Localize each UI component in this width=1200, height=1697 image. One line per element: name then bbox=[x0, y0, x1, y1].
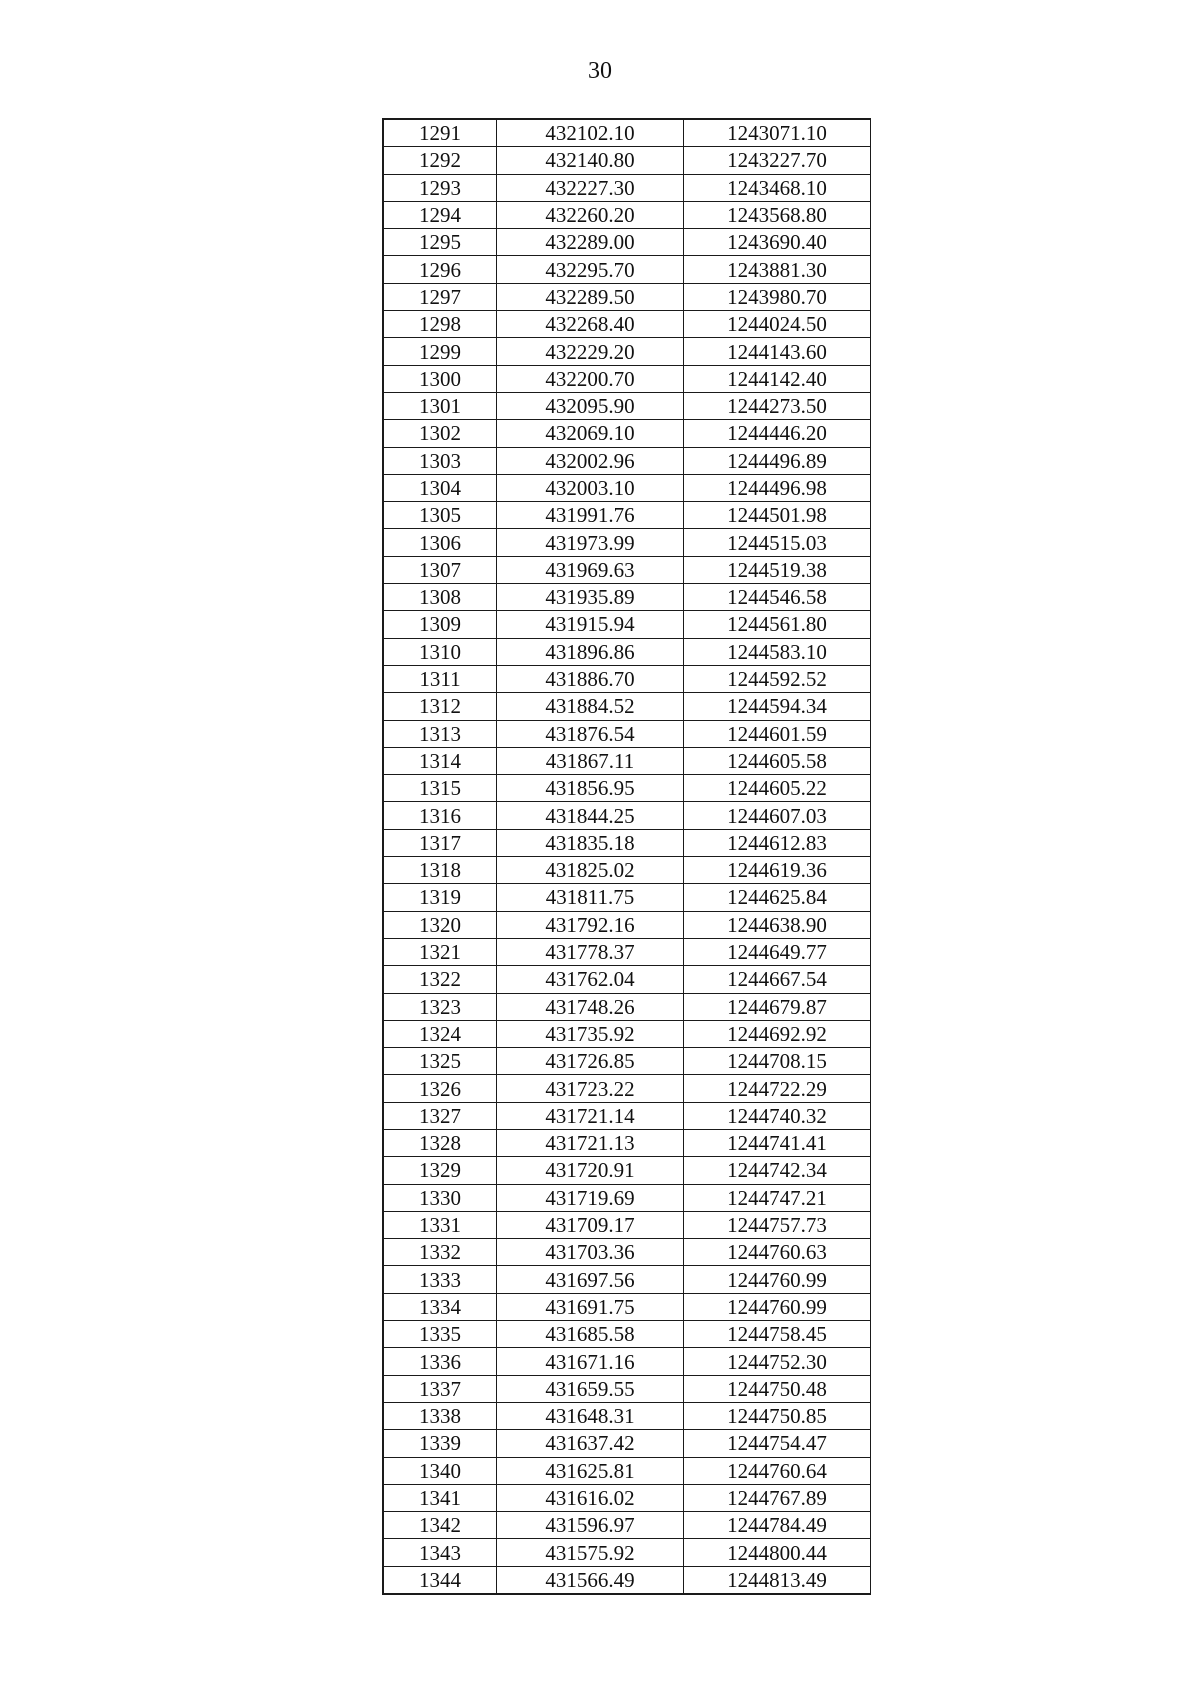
y-coordinate-cell: 1244605.22 bbox=[684, 775, 871, 802]
table-row bbox=[383, 1457, 871, 1484]
point-number-cell: 1332 bbox=[383, 1239, 497, 1266]
y-coordinate-cell: 1243071.10 bbox=[684, 119, 871, 147]
table-row bbox=[383, 119, 871, 147]
point-number-cell: 1295 bbox=[383, 229, 497, 256]
point-number-cell: 1316 bbox=[383, 802, 497, 829]
table-row bbox=[383, 420, 871, 447]
y-coordinate-cell: 1244692.92 bbox=[684, 1020, 871, 1047]
x-coordinate-cell: 432268.40 bbox=[497, 311, 684, 338]
point-number-cell: 1334 bbox=[383, 1293, 497, 1320]
x-coordinate-cell: 432229.20 bbox=[497, 338, 684, 365]
point-number-cell: 1344 bbox=[383, 1566, 497, 1594]
x-coordinate-cell: 431969.63 bbox=[497, 556, 684, 583]
table-row bbox=[383, 256, 871, 283]
x-coordinate-cell: 431721.13 bbox=[497, 1129, 684, 1156]
y-coordinate-cell: 1244741.41 bbox=[684, 1129, 871, 1156]
table-row bbox=[383, 1539, 871, 1566]
point-number-cell: 1308 bbox=[383, 584, 497, 611]
x-coordinate-cell: 431723.22 bbox=[497, 1075, 684, 1102]
x-coordinate-cell: 431575.92 bbox=[497, 1539, 684, 1566]
point-number-cell: 1296 bbox=[383, 256, 497, 283]
y-coordinate-cell: 1244024.50 bbox=[684, 311, 871, 338]
table-row bbox=[383, 147, 871, 174]
point-number-cell: 1304 bbox=[383, 474, 497, 501]
x-coordinate-cell: 431625.81 bbox=[497, 1457, 684, 1484]
x-coordinate-cell: 432200.70 bbox=[497, 365, 684, 392]
table-row bbox=[383, 229, 871, 256]
table-row bbox=[383, 1484, 871, 1511]
x-coordinate-cell: 431720.91 bbox=[497, 1157, 684, 1184]
table-row bbox=[383, 857, 871, 884]
y-coordinate-cell: 1244750.85 bbox=[684, 1402, 871, 1429]
x-coordinate-cell: 431876.54 bbox=[497, 720, 684, 747]
point-number-cell: 1337 bbox=[383, 1375, 497, 1402]
x-coordinate-cell: 432095.90 bbox=[497, 392, 684, 419]
point-number-cell: 1315 bbox=[383, 775, 497, 802]
y-coordinate-cell: 1244767.89 bbox=[684, 1484, 871, 1511]
table-row bbox=[383, 884, 871, 911]
x-coordinate-cell: 432260.20 bbox=[497, 201, 684, 228]
point-number-cell: 1292 bbox=[383, 147, 497, 174]
coordinate-table-body bbox=[383, 119, 871, 1594]
table-row bbox=[383, 174, 871, 201]
y-coordinate-cell: 1244740.32 bbox=[684, 1102, 871, 1129]
point-number-cell: 1303 bbox=[383, 447, 497, 474]
point-number-cell: 1333 bbox=[383, 1266, 497, 1293]
x-coordinate-cell: 432002.96 bbox=[497, 447, 684, 474]
x-coordinate-cell: 431735.92 bbox=[497, 1020, 684, 1047]
table-row bbox=[383, 911, 871, 938]
y-coordinate-cell: 1244800.44 bbox=[684, 1539, 871, 1566]
table-row bbox=[383, 1375, 871, 1402]
x-coordinate-cell: 431867.11 bbox=[497, 747, 684, 774]
y-coordinate-cell: 1244612.83 bbox=[684, 829, 871, 856]
x-coordinate-cell: 432227.30 bbox=[497, 174, 684, 201]
point-number-cell: 1310 bbox=[383, 638, 497, 665]
point-number-cell: 1329 bbox=[383, 1157, 497, 1184]
table-row bbox=[383, 1512, 871, 1539]
y-coordinate-cell: 1244760.64 bbox=[684, 1457, 871, 1484]
y-coordinate-cell: 1244273.50 bbox=[684, 392, 871, 419]
table-row bbox=[383, 829, 871, 856]
table-row bbox=[383, 966, 871, 993]
point-number-cell: 1293 bbox=[383, 174, 497, 201]
y-coordinate-cell: 1244594.34 bbox=[684, 693, 871, 720]
table-row bbox=[383, 502, 871, 529]
x-coordinate-cell: 432295.70 bbox=[497, 256, 684, 283]
x-coordinate-cell: 431811.75 bbox=[497, 884, 684, 911]
point-number-cell: 1291 bbox=[383, 119, 497, 147]
table-row bbox=[383, 747, 871, 774]
point-number-cell: 1302 bbox=[383, 420, 497, 447]
x-coordinate-cell: 431691.75 bbox=[497, 1293, 684, 1320]
y-coordinate-cell: 1243690.40 bbox=[684, 229, 871, 256]
table-row bbox=[383, 1321, 871, 1348]
table-row bbox=[383, 392, 871, 419]
x-coordinate-cell: 431991.76 bbox=[497, 502, 684, 529]
y-coordinate-cell: 1244446.20 bbox=[684, 420, 871, 447]
point-number-cell: 1320 bbox=[383, 911, 497, 938]
y-coordinate-cell: 1244752.30 bbox=[684, 1348, 871, 1375]
point-number-cell: 1327 bbox=[383, 1102, 497, 1129]
x-coordinate-cell: 432003.10 bbox=[497, 474, 684, 501]
point-number-cell: 1343 bbox=[383, 1539, 497, 1566]
y-coordinate-cell: 1244754.47 bbox=[684, 1430, 871, 1457]
x-coordinate-cell: 431596.97 bbox=[497, 1512, 684, 1539]
y-coordinate-cell: 1244501.98 bbox=[684, 502, 871, 529]
point-number-cell: 1341 bbox=[383, 1484, 497, 1511]
x-coordinate-cell: 431659.55 bbox=[497, 1375, 684, 1402]
table-row bbox=[383, 529, 871, 556]
table-row bbox=[383, 1293, 871, 1320]
x-coordinate-cell: 431719.69 bbox=[497, 1184, 684, 1211]
table-row bbox=[383, 638, 871, 665]
x-coordinate-cell: 431685.58 bbox=[497, 1321, 684, 1348]
point-number-cell: 1342 bbox=[383, 1512, 497, 1539]
table-row bbox=[383, 1184, 871, 1211]
point-number-cell: 1321 bbox=[383, 938, 497, 965]
coordinate-table bbox=[382, 118, 871, 1595]
point-number-cell: 1340 bbox=[383, 1457, 497, 1484]
point-number-cell: 1309 bbox=[383, 611, 497, 638]
x-coordinate-cell: 432102.10 bbox=[497, 119, 684, 147]
x-coordinate-cell: 431748.26 bbox=[497, 993, 684, 1020]
point-number-cell: 1330 bbox=[383, 1184, 497, 1211]
point-number-cell: 1339 bbox=[383, 1430, 497, 1457]
point-number-cell: 1312 bbox=[383, 693, 497, 720]
point-number-cell: 1326 bbox=[383, 1075, 497, 1102]
point-number-cell: 1335 bbox=[383, 1321, 497, 1348]
x-coordinate-cell: 431778.37 bbox=[497, 938, 684, 965]
point-number-cell: 1301 bbox=[383, 392, 497, 419]
table-row bbox=[383, 1239, 871, 1266]
y-coordinate-cell: 1244758.45 bbox=[684, 1321, 871, 1348]
table-row bbox=[383, 1129, 871, 1156]
y-coordinate-cell: 1244605.58 bbox=[684, 747, 871, 774]
table-row bbox=[383, 720, 871, 747]
point-number-cell: 1318 bbox=[383, 857, 497, 884]
point-number-cell: 1338 bbox=[383, 1402, 497, 1429]
y-coordinate-cell: 1243980.70 bbox=[684, 283, 871, 310]
x-coordinate-cell: 431844.25 bbox=[497, 802, 684, 829]
y-coordinate-cell: 1244742.34 bbox=[684, 1157, 871, 1184]
point-number-cell: 1306 bbox=[383, 529, 497, 556]
y-coordinate-cell: 1244784.49 bbox=[684, 1512, 871, 1539]
y-coordinate-cell: 1243468.10 bbox=[684, 174, 871, 201]
y-coordinate-cell: 1244679.87 bbox=[684, 993, 871, 1020]
point-number-cell: 1313 bbox=[383, 720, 497, 747]
y-coordinate-cell: 1244708.15 bbox=[684, 1048, 871, 1075]
point-number-cell: 1322 bbox=[383, 966, 497, 993]
point-number-cell: 1294 bbox=[383, 201, 497, 228]
table-row bbox=[383, 693, 871, 720]
x-coordinate-cell: 431637.42 bbox=[497, 1430, 684, 1457]
table-row bbox=[383, 201, 871, 228]
table-row bbox=[383, 1266, 871, 1293]
y-coordinate-cell: 1244750.48 bbox=[684, 1375, 871, 1402]
x-coordinate-cell: 431935.89 bbox=[497, 584, 684, 611]
x-coordinate-cell: 432140.80 bbox=[497, 147, 684, 174]
point-number-cell: 1307 bbox=[383, 556, 497, 583]
x-coordinate-cell: 431648.31 bbox=[497, 1402, 684, 1429]
x-coordinate-cell: 431703.36 bbox=[497, 1239, 684, 1266]
point-number-cell: 1331 bbox=[383, 1211, 497, 1238]
y-coordinate-cell: 1244760.99 bbox=[684, 1293, 871, 1320]
y-coordinate-cell: 1244667.54 bbox=[684, 966, 871, 993]
point-number-cell: 1314 bbox=[383, 747, 497, 774]
point-number-cell: 1325 bbox=[383, 1048, 497, 1075]
table-row bbox=[383, 283, 871, 310]
table-row bbox=[383, 938, 871, 965]
x-coordinate-cell: 431671.16 bbox=[497, 1348, 684, 1375]
y-coordinate-cell: 1244515.03 bbox=[684, 529, 871, 556]
y-coordinate-cell: 1243568.80 bbox=[684, 201, 871, 228]
table-row bbox=[383, 474, 871, 501]
table-row bbox=[383, 556, 871, 583]
table-row bbox=[383, 338, 871, 365]
point-number-cell: 1317 bbox=[383, 829, 497, 856]
table-row bbox=[383, 365, 871, 392]
point-number-cell: 1298 bbox=[383, 311, 497, 338]
y-coordinate-cell: 1244592.52 bbox=[684, 665, 871, 692]
y-coordinate-cell: 1244143.60 bbox=[684, 338, 871, 365]
point-number-cell: 1299 bbox=[383, 338, 497, 365]
table-row bbox=[383, 802, 871, 829]
point-number-cell: 1311 bbox=[383, 665, 497, 692]
point-number-cell: 1324 bbox=[383, 1020, 497, 1047]
table-row bbox=[383, 1157, 871, 1184]
table-row bbox=[383, 1211, 871, 1238]
y-coordinate-cell: 1244625.84 bbox=[684, 884, 871, 911]
table-row bbox=[383, 1348, 871, 1375]
x-coordinate-cell: 431825.02 bbox=[497, 857, 684, 884]
y-coordinate-cell: 1244601.59 bbox=[684, 720, 871, 747]
table-row bbox=[383, 584, 871, 611]
point-number-cell: 1328 bbox=[383, 1129, 497, 1156]
x-coordinate-cell: 431616.02 bbox=[497, 1484, 684, 1511]
y-coordinate-cell: 1244638.90 bbox=[684, 911, 871, 938]
x-coordinate-cell: 431973.99 bbox=[497, 529, 684, 556]
x-coordinate-cell: 431697.56 bbox=[497, 1266, 684, 1293]
point-number-cell: 1300 bbox=[383, 365, 497, 392]
x-coordinate-cell: 432289.50 bbox=[497, 283, 684, 310]
point-number-cell: 1305 bbox=[383, 502, 497, 529]
y-coordinate-cell: 1244142.40 bbox=[684, 365, 871, 392]
y-coordinate-cell: 1244760.99 bbox=[684, 1266, 871, 1293]
table-row bbox=[383, 665, 871, 692]
x-coordinate-cell: 431884.52 bbox=[497, 693, 684, 720]
y-coordinate-cell: 1243881.30 bbox=[684, 256, 871, 283]
y-coordinate-cell: 1244583.10 bbox=[684, 638, 871, 665]
y-coordinate-cell: 1243227.70 bbox=[684, 147, 871, 174]
y-coordinate-cell: 1244496.89 bbox=[684, 447, 871, 474]
table-row bbox=[383, 1075, 871, 1102]
y-coordinate-cell: 1244607.03 bbox=[684, 802, 871, 829]
x-coordinate-cell: 431915.94 bbox=[497, 611, 684, 638]
y-coordinate-cell: 1244619.36 bbox=[684, 857, 871, 884]
y-coordinate-cell: 1244561.80 bbox=[684, 611, 871, 638]
table-row bbox=[383, 1048, 871, 1075]
x-coordinate-cell: 431896.86 bbox=[497, 638, 684, 665]
y-coordinate-cell: 1244757.73 bbox=[684, 1211, 871, 1238]
table-row bbox=[383, 311, 871, 338]
point-number-cell: 1323 bbox=[383, 993, 497, 1020]
table-row bbox=[383, 447, 871, 474]
y-coordinate-cell: 1244813.49 bbox=[684, 1566, 871, 1594]
x-coordinate-cell: 431721.14 bbox=[497, 1102, 684, 1129]
y-coordinate-cell: 1244722.29 bbox=[684, 1075, 871, 1102]
y-coordinate-cell: 1244519.38 bbox=[684, 556, 871, 583]
page-number: 30 bbox=[588, 58, 612, 84]
x-coordinate-cell: 431835.18 bbox=[497, 829, 684, 856]
x-coordinate-cell: 431856.95 bbox=[497, 775, 684, 802]
x-coordinate-cell: 431566.49 bbox=[497, 1566, 684, 1594]
y-coordinate-cell: 1244760.63 bbox=[684, 1239, 871, 1266]
table-row bbox=[383, 1430, 871, 1457]
y-coordinate-cell: 1244496.98 bbox=[684, 474, 871, 501]
table-row bbox=[383, 993, 871, 1020]
table-row bbox=[383, 611, 871, 638]
x-coordinate-cell: 432069.10 bbox=[497, 420, 684, 447]
y-coordinate-cell: 1244546.58 bbox=[684, 584, 871, 611]
point-number-cell: 1297 bbox=[383, 283, 497, 310]
x-coordinate-cell: 431709.17 bbox=[497, 1211, 684, 1238]
point-number-cell: 1319 bbox=[383, 884, 497, 911]
table-row bbox=[383, 1402, 871, 1429]
y-coordinate-cell: 1244747.21 bbox=[684, 1184, 871, 1211]
table-row bbox=[383, 1102, 871, 1129]
table-row bbox=[383, 1566, 871, 1594]
x-coordinate-cell: 431792.16 bbox=[497, 911, 684, 938]
x-coordinate-cell: 431726.85 bbox=[497, 1048, 684, 1075]
x-coordinate-cell: 431886.70 bbox=[497, 665, 684, 692]
table-row bbox=[383, 775, 871, 802]
y-coordinate-cell: 1244649.77 bbox=[684, 938, 871, 965]
x-coordinate-cell: 431762.04 bbox=[497, 966, 684, 993]
x-coordinate-cell: 432289.00 bbox=[497, 229, 684, 256]
table-row bbox=[383, 1020, 871, 1047]
point-number-cell: 1336 bbox=[383, 1348, 497, 1375]
